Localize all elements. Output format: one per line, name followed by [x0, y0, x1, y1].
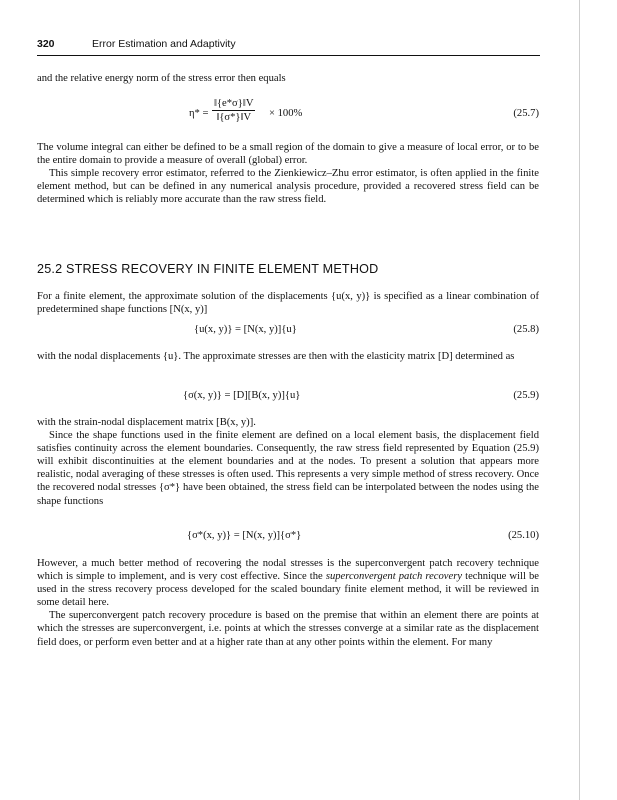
paragraph-shape: Since the shape functions used in the finite element are defined on a local element basis, the displacement field satisfies continuity across the element boundaries. Consequently, the raw stress field represented by Equation (25.9) will exhibit discontinuities at the element boundaries and at the nodes. To present a solution that appears more realistic, nodal averaging of these stresses is often used. This represents a very simple method of stress recovery. Once the recovered nodal stresses {σ*} have been obtained, the stress field can be interpolated between the nodes using the shape functions: [37, 430, 539, 507]
eq-25-7-rhs: × 100%: [269, 108, 303, 119]
paragraph-strain: with the strain-nodal displacement matrix [B(x, y)]. Since the shape functions used in the finite element are defined on a local element basis, the displacement field satisfies continuity across the element boundaries. Consequently, the raw stress field represented by Equation (25.9) will exhibit discontinuities at the element boundaries and at the nodes. To present a solution that appears more realistic, nodal averaging of these stresses is often used. This represents a very simple method of stress recovery. Once the recovered nodal stresses {σ*} have been obtained, the stress field can be interpolated between the nodes using the shape functions: [37, 417, 539, 507]
eq-25-7-number: (25.7): [513, 108, 539, 119]
paragraph-nodal: with the nodal displacements {u}. The approximate stresses are then with the elasticity matrix [D] determined as: [37, 351, 515, 362]
running-title: Error Estimation and Adaptivity: [92, 38, 236, 50]
paragraph-however: However, a much better method of recovering the nodal stresses is the superconvergent patch recovery technique which is simple to implement, and is very cost effective. Since the superconvergent patch recovery technique will be used in the stress recovery process developed for the scaled boundary finite element method, it will be reviewed in some detail here. The superconvergent patch recovery procedure is based on the premise that within an element there are points at which the stresses are superconvergent, i.e. points at which the stresses converge at a similar rate as the displacement field does, or perform even better and at a higher rate than at any other points within the element. For many: [37, 558, 540, 648]
equation-25-9: [37, 390, 539, 416]
eq-25-10-number: (25.10): [508, 530, 539, 541]
paragraph-recovery: This simple recovery error estimator, referred to the Zienkiewicz–Zhu error estimator, is often applied in the finite element method, but can be defined in any numerical analysis procedure, provided a recovered stress field can be determined which is reliably more accurate than the raw stress field.: [37, 168, 539, 206]
equation-25-7: [37, 98, 539, 132]
eq-25-7-denominator: ‖{σ*}‖V: [216, 112, 252, 123]
running-header: [37, 38, 539, 54]
equation-25-8: [37, 324, 539, 350]
eq-25-7-numerator: ‖{e*σ}‖V: [214, 98, 254, 109]
paragraph-volume: The volume integral can either be defined to be a small region of the domain to give a measure of local error, or to be the entire domain to provide a measure of overall (global) error. This simple recovery error estimator, referred to the Zienkiewicz–Zhu error estimator, is often applied in the finite element method, but can be defined in any numerical analysis procedure, provided a recovered stress field can be determined which is reliably more accurate than the raw stress field.: [37, 142, 539, 206]
eq-25-10-body: {σ*(x, y)} = [N(x, y)]{σ*}: [187, 530, 302, 541]
eq-25-8-body: {u(x, y)} = [N(x, y)]{u}: [194, 324, 297, 335]
page-edge-line: [579, 0, 580, 800]
eq-25-9-number: (25.9): [513, 390, 539, 401]
eq-25-7-fraction: [212, 98, 255, 123]
equation-25-10: [37, 530, 539, 556]
page-number: 320: [37, 38, 55, 50]
emphasis-superconvergent: superconvergent patch recovery: [325, 571, 463, 583]
fraction-bar: [212, 110, 255, 111]
paragraph-fe: For a finite element, the approximate solution of the displacements {u(x, y)} is specified as a linear combination of predetermined shape functions [N(x, y)]: [37, 291, 539, 316]
paragraph-premise: The superconvergent patch recovery procedure is based on the premise that within an element there are points at which the stresses are superconvergent, i.e. points at which the stresses converge at a similar rate as the displacement field does, or perform even better and at a higher rate than at any other points within the element. For many: [37, 610, 539, 648]
intro-line: and the relative energy norm of the stress error then equals: [37, 73, 286, 84]
eq-25-8-number: (25.8): [513, 324, 539, 335]
eq-25-7-lhs: η* =: [189, 108, 209, 119]
section-title: 25.2 STRESS RECOVERY IN FINITE ELEMENT METHOD: [37, 262, 379, 276]
header-rule: [37, 55, 540, 56]
eq-25-9-body: {σ(x, y)} = [D][B(x, y)]{u}: [183, 390, 301, 401]
